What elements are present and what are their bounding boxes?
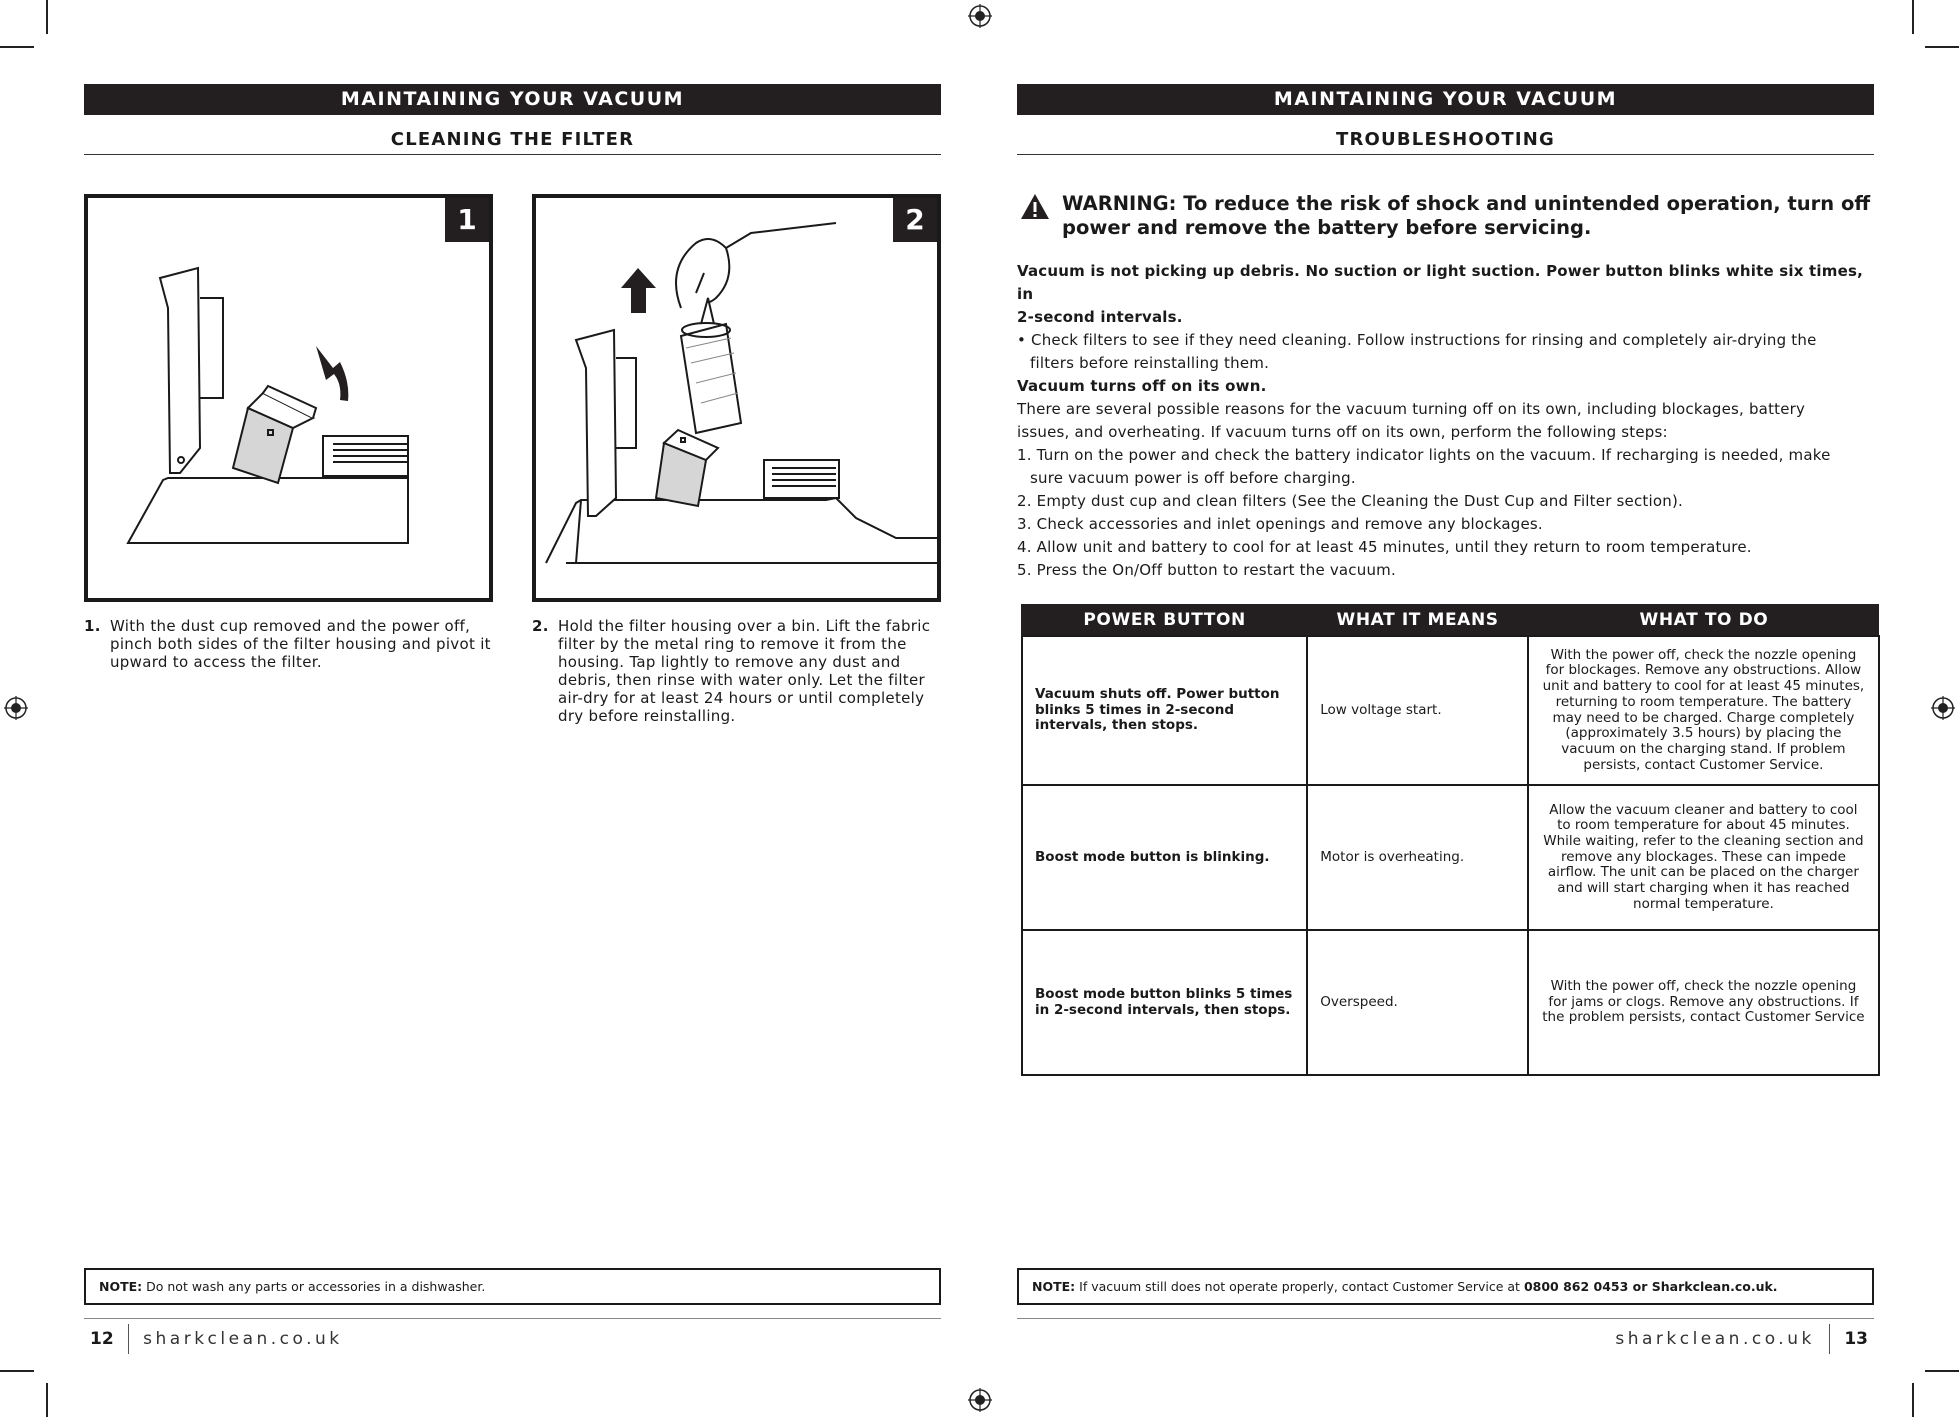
footer-divider — [1829, 1324, 1831, 1354]
section-subhead: CLEANING THE FILTER — [84, 129, 941, 155]
table-row — [1022, 785, 1879, 930]
note-box — [84, 1268, 941, 1305]
section-subhead: TROUBLESHOOTING — [1017, 129, 1874, 155]
crop-mark — [0, 46, 34, 48]
troubleshooting-step: 3. Check accessories and inlet openings and remove any blockages. — [1017, 515, 1543, 533]
page-number: 13 — [1844, 1329, 1868, 1349]
lift-arrow-icon — [621, 268, 656, 313]
column-header: POWER BUTTON — [1022, 604, 1307, 636]
footer-divider — [128, 1324, 130, 1354]
section-banner: MAINTAINING YOUR VACUUM — [1017, 84, 1874, 115]
page-number: 12 — [90, 1329, 114, 1349]
issue-intro: There are several possible reasons for the vacuum turning off on its own, including blockages, battery — [1017, 400, 1806, 418]
step-number-badge: 1 — [445, 198, 489, 242]
table-cell: Overspeed. — [1307, 930, 1528, 1075]
step-number: 2. — [532, 617, 549, 635]
column-header: WHAT TO DO — [1528, 604, 1879, 636]
table-cell: With the power off, check the nozzle opening for jams or clogs. Remove any obstructions. If the problem persists, contact Customer Service — [1528, 930, 1879, 1075]
crop-mark — [46, 0, 48, 34]
issue-heading: Vacuum is not picking up debris. No suction or light suction. Power button blinks white six times, in — [1017, 262, 1863, 303]
page-footer — [1615, 1324, 1868, 1354]
crop-mark — [1912, 1383, 1914, 1417]
vacuum-filter-pivot-illustration — [88, 198, 489, 598]
right-page — [1017, 84, 1874, 1354]
warning-text: WARNING: To reduce the risk of shock and unintended operation, turn off — [1062, 192, 1871, 215]
step-1-illustration — [84, 194, 493, 602]
warning-text: power and remove the battery before servicing. — [1062, 216, 1592, 239]
registration-mark-icon — [4, 696, 28, 720]
table-cell: Boost mode button blinks 5 times in 2-second intervals, then stops. — [1022, 930, 1307, 1075]
note-text: Do not wash any parts or accessories in a dishwasher. — [142, 1279, 486, 1294]
step-1-instruction — [84, 617, 494, 671]
website-url: sharkclean.co.uk — [1615, 1329, 1815, 1349]
registration-mark-icon — [968, 1388, 992, 1412]
table-cell: Vacuum shuts off. Power button blinks 5 times in 2-second intervals, then stops. — [1022, 636, 1307, 785]
note-label: NOTE: — [1032, 1279, 1076, 1294]
footer-rule — [1017, 1318, 1874, 1319]
troubleshooting-table — [1021, 604, 1880, 1076]
troubleshooting-step: 1. Turn on the power and check the battery indicator lights on the vacuum. If recharging is needed, make — [1017, 446, 1831, 464]
section-banner: MAINTAINING YOUR VACUUM — [84, 84, 941, 115]
step-2-text: Hold the filter housing over a bin. Lift the fabric filter by the metal ring to remove it from the housing. Tap lightly to remove any dust and debris, then rinse with water only. Let the filter air-dry for at least 24 hours or until completely dry before reinstalling. — [558, 617, 931, 725]
customer-service-contact: 0800 862 0453 or Sharkclean.co.uk. — [1523, 1279, 1778, 1294]
issue-heading: 2-second intervals. — [1017, 308, 1183, 326]
troubleshooting-step: 2. Empty dust cup and clean filters (See the Cleaning the Dust Cup and Filter section). — [1017, 492, 1683, 510]
issue-bullet: filters before reinstalling them. — [1030, 354, 1270, 372]
troubleshooting-text — [1017, 260, 1874, 582]
crop-mark — [46, 1383, 48, 1417]
issue-intro: issues, and overheating. If vacuum turns off on its own, perform the following steps: — [1017, 423, 1668, 441]
step-number: 1. — [84, 617, 101, 635]
table-cell: With the power off, check the nozzle opening for blockages. Remove any obstructions. Allow unit and battery to cool for at least 45 minutes, returning to room temperature. The battery may need to be charged. Charge completely (approximately 3.5 hours) by placing the vacuum on the charging stand. If problem persists, contact Customer Service. — [1528, 636, 1879, 785]
troubleshooting-step: 5. Press the On/Off button to restart the vacuum. — [1017, 561, 1396, 579]
crop-mark — [1925, 1370, 1959, 1372]
filter-removal-illustration — [536, 198, 937, 598]
crop-mark — [1925, 46, 1959, 48]
warning-notice — [1017, 192, 1874, 240]
registration-mark-icon — [968, 4, 992, 28]
crop-mark — [0, 1370, 34, 1372]
warning-triangle-icon — [1020, 193, 1050, 220]
issue-bullet: • Check filters to see if they need cleaning. Follow instructions for rinsing and completely air-drying the — [1017, 331, 1817, 349]
registration-mark-icon — [1931, 696, 1955, 720]
column-header: WHAT IT MEANS — [1307, 604, 1528, 636]
left-page — [84, 84, 941, 1354]
step-1-text: With the dust cup removed and the power off, pinch both sides of the filter housing and pivot it upward to access the filter. — [110, 617, 491, 671]
table-cell: Low voltage start. — [1307, 636, 1528, 785]
troubleshooting-step: sure vacuum power is off before charging. — [1030, 469, 1356, 487]
table-cell: Allow the vacuum cleaner and battery to cool to room temperature for about 45 minutes. While waiting, refer to the cleaning section and remove any blockages. These can impede airflow. The unit can be placed on the charger and will start charging when it has reached normal temperature. — [1528, 785, 1879, 930]
note-label: NOTE: — [99, 1279, 143, 1294]
up-arrow-icon — [316, 346, 348, 401]
note-text: If vacuum still does not operate properly, contact Customer Service at — [1075, 1279, 1524, 1294]
crop-mark — [1912, 0, 1914, 34]
step-2-illustration — [532, 194, 941, 602]
table-row — [1022, 636, 1879, 785]
note-box — [1017, 1268, 1874, 1305]
website-url: sharkclean.co.uk — [143, 1329, 343, 1349]
page-footer — [90, 1324, 343, 1354]
footer-rule — [84, 1318, 941, 1319]
table-row — [1022, 930, 1879, 1075]
table-cell: Boost mode button is blinking. — [1022, 785, 1307, 930]
step-2-instruction — [532, 617, 942, 725]
troubleshooting-step: 4. Allow unit and battery to cool for at least 45 minutes, until they return to room temperature. — [1017, 538, 1752, 556]
step-number-badge: 2 — [893, 198, 937, 242]
issue-heading: Vacuum turns off on its own. — [1017, 377, 1267, 395]
table-header-row — [1022, 604, 1879, 636]
table-cell: Motor is overheating. — [1307, 785, 1528, 930]
